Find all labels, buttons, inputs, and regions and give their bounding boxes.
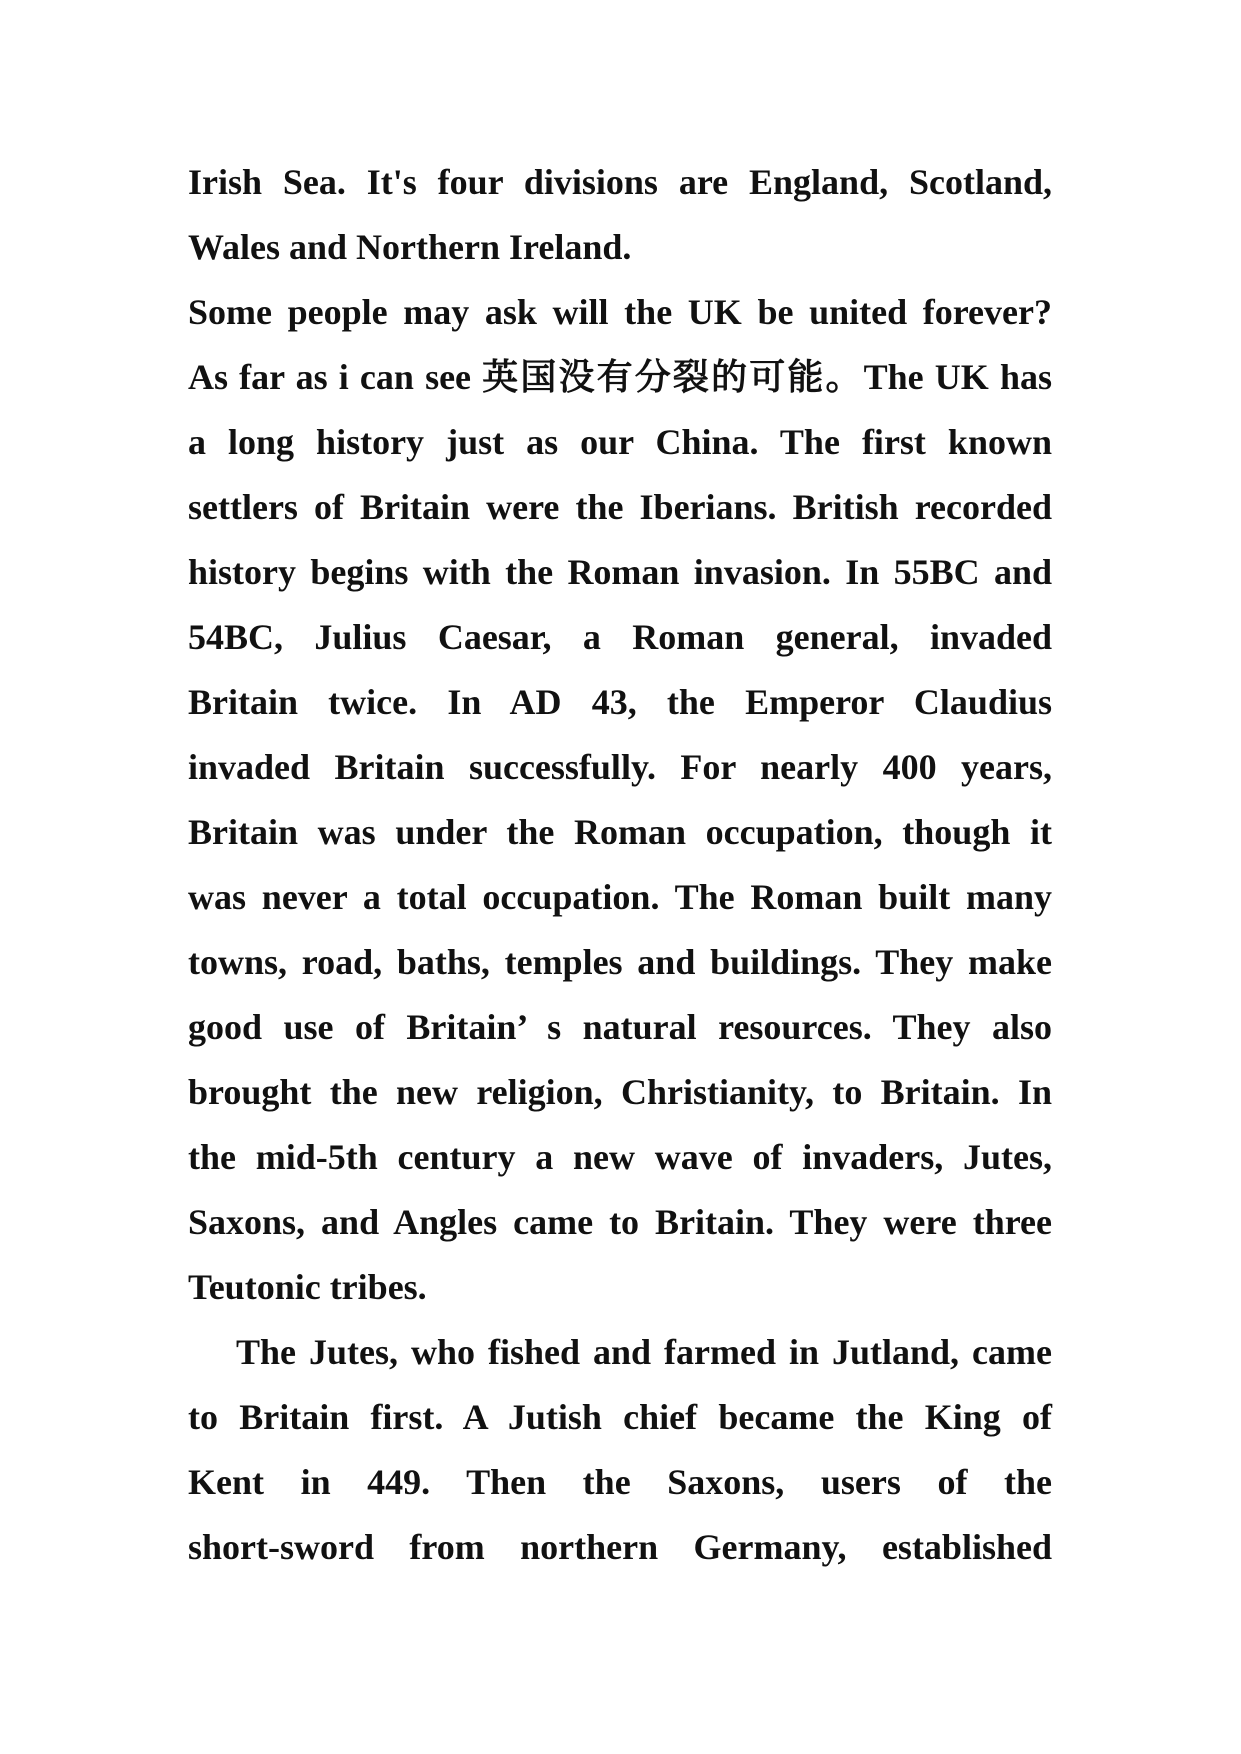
text-line: towns, road, baths, temples and buildings. They make — [188, 942, 1052, 982]
text-line: short-sword from northern Germany, established — [188, 1527, 1052, 1567]
text-line: to Britain first. A Jutish chief became the King of — [188, 1397, 1052, 1437]
text-line: invaded Britain successfully. For nearly 400 years, — [188, 747, 1052, 787]
document-body — [188, 150, 1052, 1580]
text-line: Wales and Northern Ireland. — [188, 227, 632, 267]
text-line: The Jutes, who fished and farmed in Jutland, came — [236, 1332, 1052, 1372]
text-line: was never a total occupation. The Roman built many — [188, 877, 1052, 917]
text-line: a long history just as our China. The first known — [188, 422, 1052, 462]
text-line: good use of Britain’ s natural resources. They also — [188, 1007, 1052, 1047]
text-line: 54BC, Julius Caesar, a Roman general, invaded — [188, 617, 1052, 657]
text-line: settlers of Britain were the Iberians. British recorded — [188, 487, 1052, 527]
text-line: Britain was under the Roman occupation, though it — [188, 812, 1052, 852]
text-line: brought the new religion, Christianity, to Britain. In — [188, 1072, 1052, 1112]
text-line: Teutonic tribes. — [188, 1267, 427, 1307]
text-line: Irish Sea. It's four divisions are England, Scotland, — [188, 162, 1052, 202]
text-line: As far as i can see 英国没有分裂的可能。The UK has — [188, 357, 1052, 397]
text-line: Some people may ask will the UK be united forever? — [188, 292, 1052, 332]
text-line: Kent in 449. Then the Saxons, users of the — [188, 1462, 1052, 1502]
text-line: the mid-5th century a new wave of invaders, Jutes, — [188, 1137, 1052, 1177]
text-line: Britain twice. In AD 43, the Emperor Claudius — [188, 682, 1052, 722]
text-line: history begins with the Roman invasion. In 55BC and — [188, 552, 1052, 592]
text-line: Saxons, and Angles came to Britain. They were three — [188, 1202, 1052, 1242]
